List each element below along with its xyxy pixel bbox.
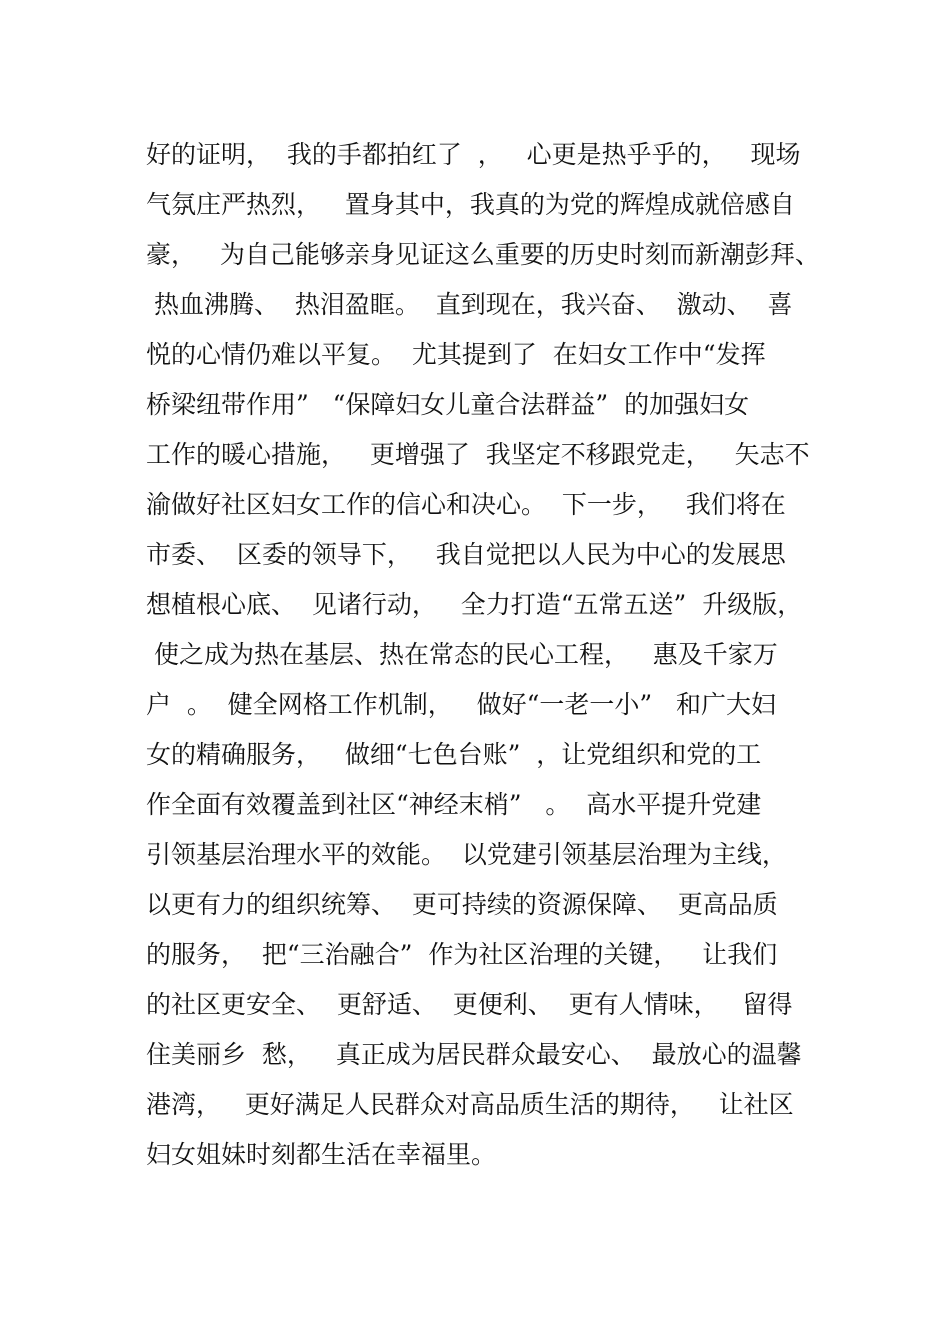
text-line: 渝做好社区妇女工作的信心和决心。 下一步， 我们将在: [146, 490, 786, 519]
text-line: 好的证明， 我的手都拍红了 ， 心更是热乎乎的， 现场: [146, 140, 801, 169]
text-line: 港湾， 更好满足人民群众对高品质生活的期待， 让社区: [146, 1090, 794, 1119]
text-line: 悦的心情仍难以平复。 尤其提到了 在妇女工作中“发挥: [146, 340, 766, 369]
text-line: 女的精确服务， 做细“七色台账” ，让党组织和党的工: [146, 740, 762, 769]
text-line: 热血沸腾、 热泪盈眶。 直到现在，我兴奋、 激动、 喜: [146, 290, 793, 319]
text-line: 以更有力的组织统筹、 更可持续的资源保障、 更高品质: [146, 890, 778, 919]
text-line: 户 。 健全网格工作机制， 做好“一老一小” 和广大妇: [146, 690, 777, 719]
text-line: 住美丽乡 愁， 真正成为居民群众最安心、 最放心的温馨: [146, 1040, 802, 1069]
body-text: [146, 130, 836, 1180]
text-line: 作全面有效覆盖到社区“神经末梢” 。 高水平提升党建: [146, 790, 762, 819]
text-line: 的服务， 把“三治融合” 作为社区治理的关键， 让我们: [146, 940, 778, 969]
text-line: 的社区更安全、 更舒适、 更便利、 更有人情味， 留得: [146, 990, 793, 1019]
text-line: 想植根心底、 见诸行动， 全力打造“五常五送” 升级版，: [146, 590, 803, 619]
text-line: 引领基层治理水平的效能。 以党建引领基层治理为主线，: [146, 840, 787, 869]
text-line: 豪， 为自己能够亲身见证这么重要的历史时刻而新潮彭拜、: [146, 240, 820, 269]
text-line: 气氛庄严热烈， 置身其中，我真的为党的辉煌成就倍感自: [146, 190, 795, 219]
text-line: 使之成为热在基层、热在常态的民心工程， 惠及千家万: [146, 640, 778, 669]
text-line: 桥梁纽带作用” “保障妇女儿童合法群益” 的加强妇女: [146, 390, 750, 419]
text-line: 妇女姐妹时刻都生活在幸福里。: [146, 1140, 497, 1169]
text-line: 市委、 区委的领导下， 我自觉把以人民为中心的发展思: [146, 540, 786, 569]
text-line: 工作的暖心措施， 更增强了 我坚定不移跟党走， 矢志不: [146, 440, 810, 469]
